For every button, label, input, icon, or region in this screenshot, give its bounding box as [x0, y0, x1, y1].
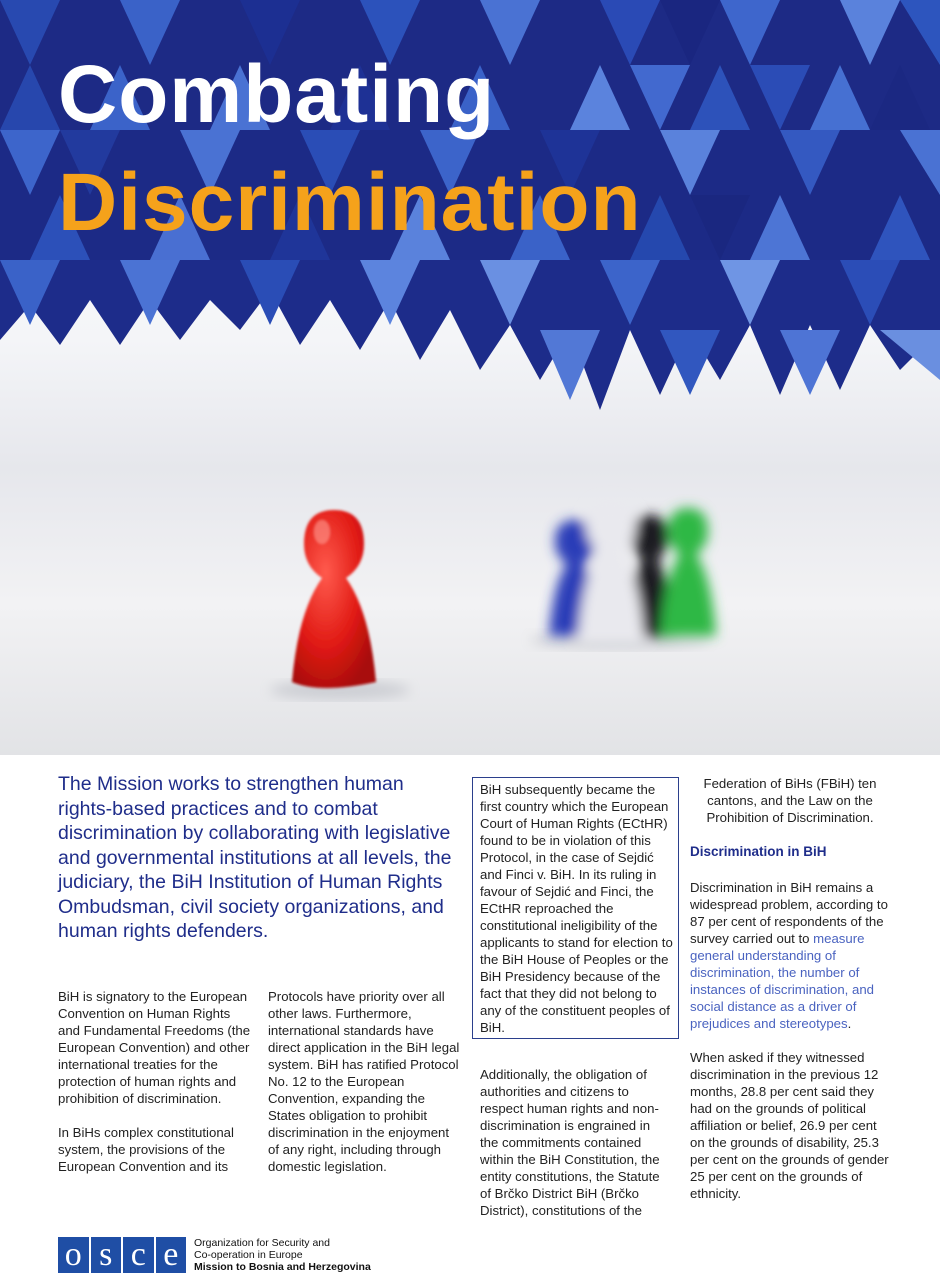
org-line-2: Co-operation in Europe [194, 1249, 303, 1261]
col2-paragraph-1: Protocols have priority over all other laws. Furthermore, international standards have direct application in the BiH legal system. BiH has ratified Protocol No. 12 to the European Convention, expanding the States obligation to prohibit discrimination in the enjoyment of any right, including through domestic legislation. [268, 989, 460, 1174]
col4-p2-start: Discrimination in BiH remains a widespread problem, according to 87 per cent of respondents of the survey carried out to [690, 880, 888, 946]
col4-paragraph-1: Federation of BiHs (FBiH) ten cantons, and the Law on the Prohibition of Discrimination. [703, 776, 877, 825]
column-3 [480, 1066, 670, 1236]
osce-logo [58, 1237, 186, 1273]
logo-letter-c: c [123, 1237, 154, 1273]
column-4-intro [690, 775, 890, 843]
logo-letter-s: s [91, 1237, 122, 1273]
survey-link[interactable]: measure general understanding of discrimination, the number of instances of discrimination, and social distance as a driver of prejudices and stereotypes [690, 931, 874, 1031]
col4-paragraph-3: When asked if they witnessed discrimination in the previous 12 months, 28.8 per cent said they had on the grounds of political affiliation or belief, 26.9 per cent on the grounds of disability, 25.3 per cent on the grounds of gender 25 per cent on the grounds of ethnicity. [690, 1050, 889, 1201]
organization-name [194, 1237, 371, 1273]
col1-paragraph-1: BiH is signatory to the European Convention on Human Rights and Fundamental Freedoms (the European Convention) and other international treaties for the protection of human rights and prohibition of discrimination. [58, 989, 251, 1106]
boxed-paragraph: BiH subsequently became the first country which the European Court of Human Rights (ECtHR) found to be in violation of this Protocol, in the case of Sejdić and Finci v. BiH. In its ruling in favour of Sejdić and Finci, the ECtHR reproached the constitutional ineligibility of the applicants to stand for election to the BiH House of Peoples or the BiH Presidency because of the fact that they did not belong to any of the constituent peoples of BiH. [472, 777, 679, 1039]
column-1 [58, 988, 253, 1192]
col4-paragraph-2 [690, 879, 890, 1032]
col1-paragraph-2: In BiHs complex constitutional system, the provisions of the European Convention and its [58, 1125, 234, 1174]
section-heading: Discrimination in BiH [690, 844, 827, 859]
lead-paragraph: The Mission works to strengthen human rights-based practices and to combat discrimination by collaborating with legislative and governmental institutions at all levels, the judiciary, the BiH Institution of Human Rights Ombudsman, civil society organizations, and human rights defenders. [58, 773, 452, 942]
col4-p2-end: . [847, 1016, 852, 1031]
title-line-1: Combating [58, 49, 496, 140]
column-2 [268, 988, 460, 1192]
logo-letter-o: o [58, 1237, 89, 1273]
logo-letter-e: e [156, 1237, 187, 1273]
org-line-3: Mission to Bosnia and Herzegovina [194, 1261, 371, 1273]
org-line-1: Organization for Security and [194, 1237, 330, 1249]
column-4 [690, 879, 890, 1219]
title-line-2: Discrimination [58, 157, 642, 248]
col3-paragraph-2: Additionally, the obligation of authorities and citizens to respect human rights and non-discrimination is engrained in the commitments contained within the BiH Constitution, the entity constitutions, the Statute of Brčko District BiH (Brčko District), constitutions of the [480, 1067, 660, 1218]
